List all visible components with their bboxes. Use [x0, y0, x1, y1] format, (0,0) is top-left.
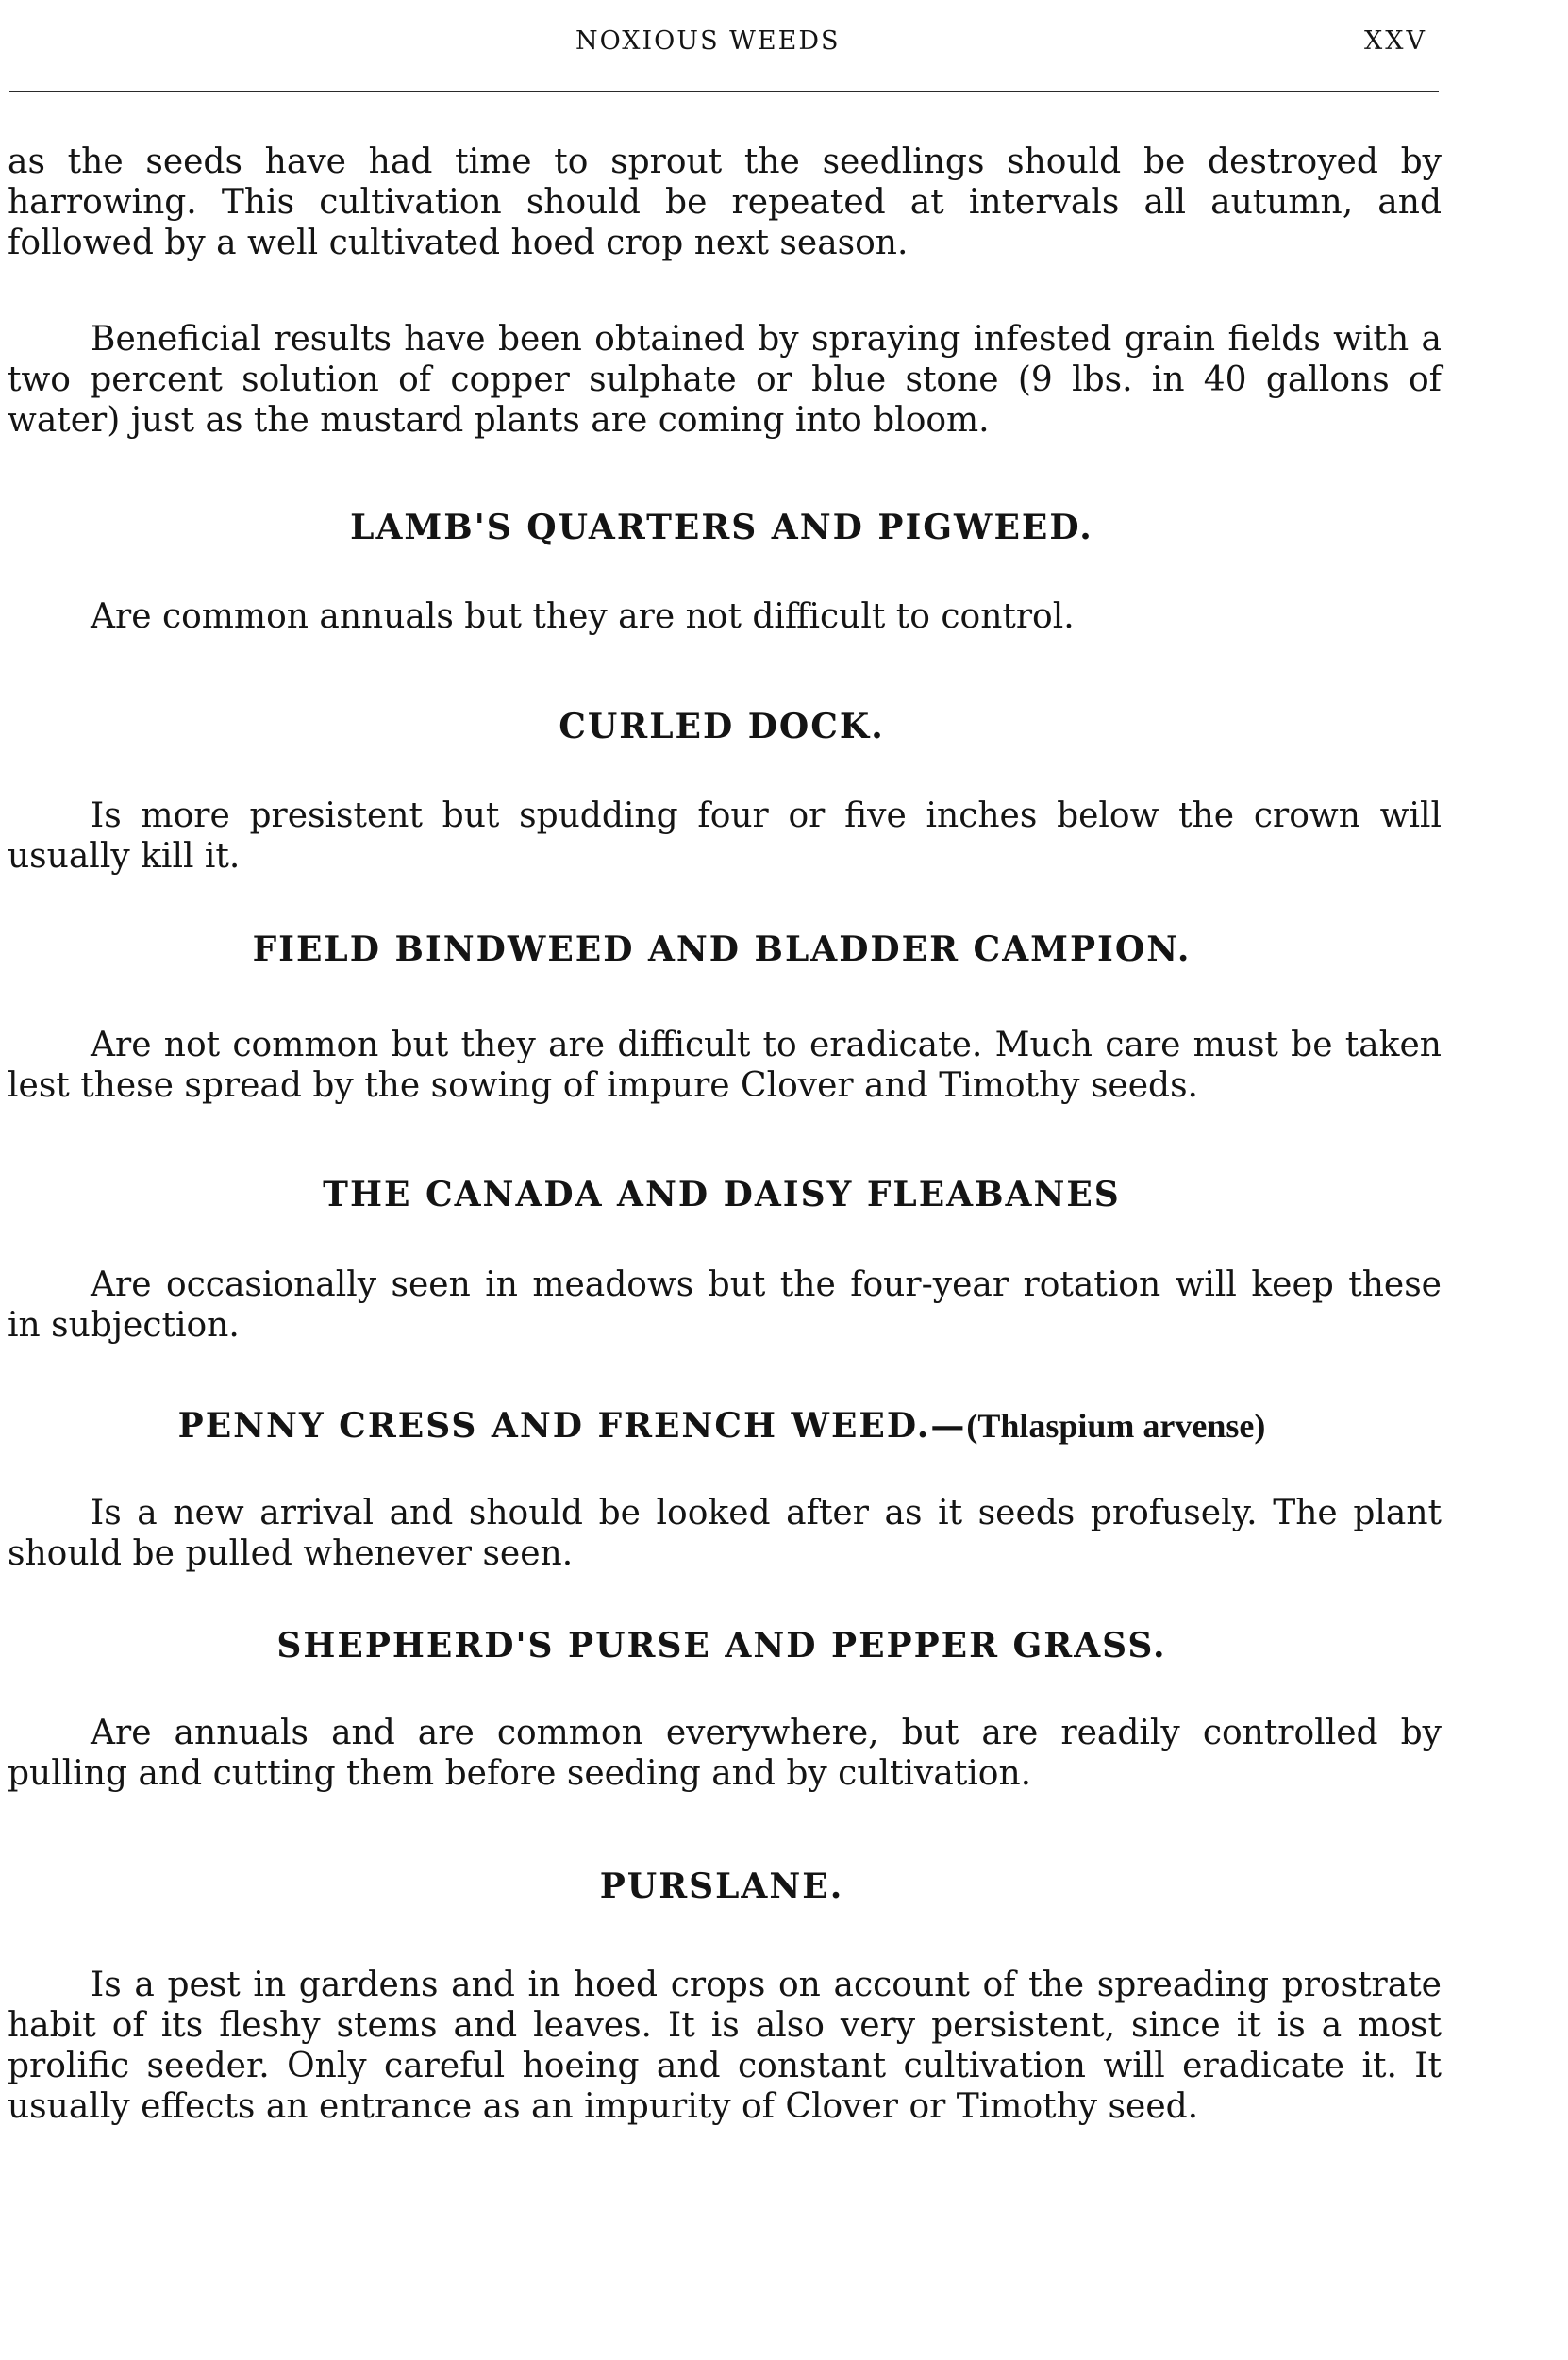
section-heading: FIELD BINDWEED AND BLADDER CAMPION.	[252, 929, 1192, 969]
section-heading: PURSLANE.	[599, 1866, 844, 1906]
scientific-name: (Thlaspium arvense)	[966, 1407, 1266, 1445]
page-number: XXV	[1364, 26, 1427, 56]
section-heading: LAMB'S QUARTERS AND PIGWEED.	[350, 508, 1093, 547]
section-body: Are occasionally seen in meadows but the four-year rotation will keep these in subjection.	[8, 1265, 1442, 1345]
running-head	[0, 26, 1443, 64]
section-body: Are not common but they are difficult to eradicate. Much care must be taken lest these spread by the sowing of impure Clover and Timothy seeds.	[8, 1026, 1442, 1105]
section-body: Are common annuals but they are not difficult to control.	[91, 597, 1075, 636]
section-body: Is a pest in gardens and in hoed crops on account of the spreading prostrate habit of its fleshy stems and leaves. It is also very persistent, since it is a most prolific seeder. Only careful hoeing and constant cultivation will eradicate it. It usually effects an entrance as an impurity of Clover or Timothy seed.	[8, 1966, 1442, 2126]
section-heading	[0, 1406, 1443, 1447]
spraying-paragraph: Beneficial results have been obtained by spraying infested grain fields with a two percent solution of copper sulphate or blue stone (9 lbs. in 40 gallons of water) just as the mustard plants are coming into bloom.	[8, 320, 1442, 440]
section-heading-main: PENNY CRESS AND FRENCH WEED.—	[177, 1406, 967, 1446]
section-heading: SHEPHERD'S PURSE AND PEPPER GRASS.	[276, 1626, 1167, 1665]
section-body: Is more presistent but spudding four or five inches below the crown will usually kill it.	[8, 796, 1442, 876]
section-heading: CURLED DOCK.	[559, 707, 885, 746]
running-title: NOXIOUS WEEDS	[575, 26, 841, 56]
continued-paragraph: as the seeds have had time to sprout the seedlings should be destroyed by harrowing. This cultivation should be repeated at intervals all autumn, and followed by a well cultivated hoed crop next season.	[8, 142, 1442, 262]
section-body: Is a new arrival and should be looked after as it seeds profusely. The plant should be pulled whenever seen.	[8, 1494, 1442, 1573]
section-body: Are annuals and are common everywhere, but are readily controlled by pulling and cutting them before seeding and by cultivation.	[8, 1714, 1442, 1793]
header-rule	[9, 91, 1439, 92]
section-heading: THE CANADA AND DAISY FLEABANES	[323, 1175, 1121, 1214]
